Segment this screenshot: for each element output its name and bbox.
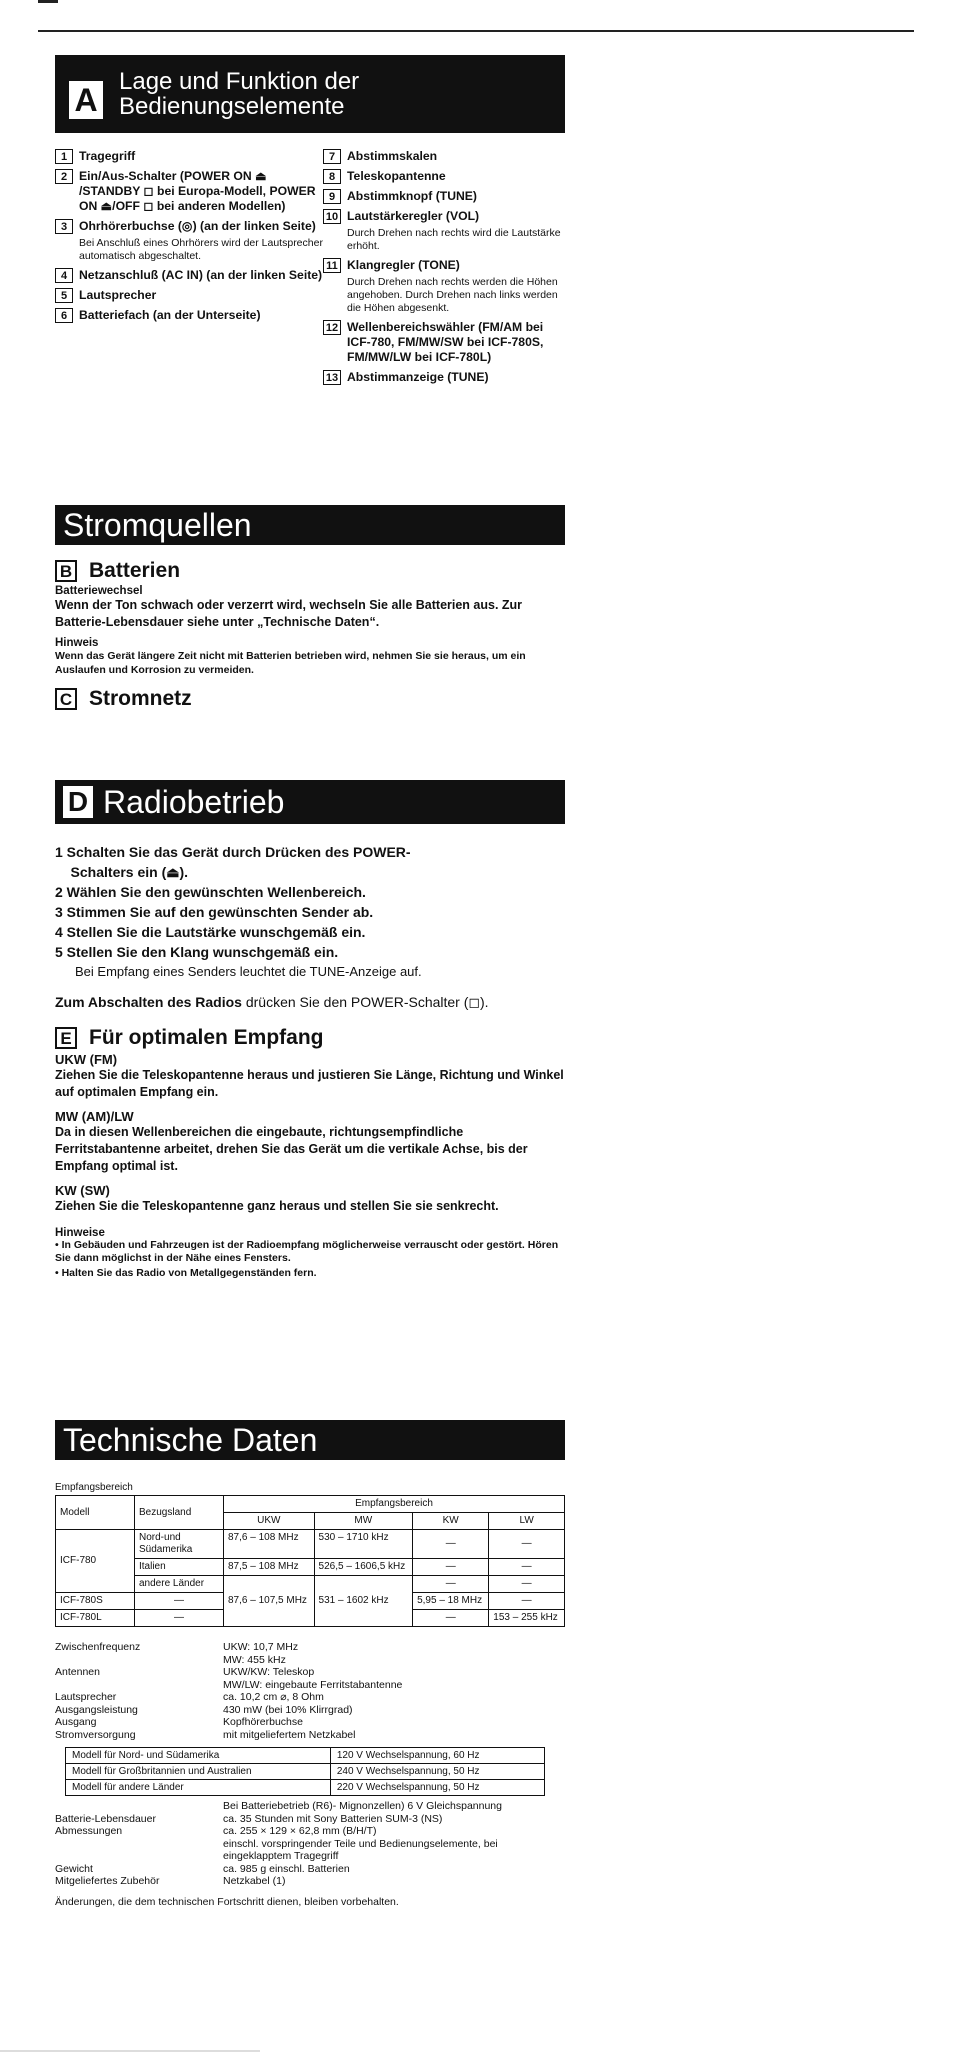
list-item: 3 Ohrhörerbuchse (◎) (an der linken Seite) Bei Anschluß eines Ohrhörers wird der Lautsprecher automatisch abgeschaltet.: [55, 219, 323, 263]
reception-table: Modell Bezugsland Empfangsbereich UKW MW KW LW ICF-780 Nord-und Südamerika 87,6 – 108 MHz 530 – 1710 kHz — — Italien 87,5 – 108 MHz 526,5 – 1606,5 kHz — — andere Länder 87,6 – 107,5 MHz 531 – 1602 kHz — — ICF-780S — 5,95 – 18 MHz — ICF-780L — — 153 – 255 kHz: [55, 1495, 565, 1627]
specs-list: [55, 1641, 565, 1741]
subsection-batteries: B Batterien: [55, 559, 565, 583]
list-item: 7 Abstimmskalen: [323, 149, 565, 164]
spec-row: einschl. vorspringender Teile und Bedienungselemente, bei eingeklapptem Tragegriff: [223, 1837, 498, 1862]
list-item: 4 Netzanschluß (AC IN) (an der linken Seite): [55, 268, 323, 283]
list-item: 2 Wählen Sie den gewünschten Wellenbereich.: [55, 884, 366, 900]
spec-row: Batterie-Lebensdauer ca. 35 Stunden mit Sony Batterien SUM-3 (NS): [55, 1812, 443, 1825]
section-title: Lage und Funktion der Bedienungselemente: [119, 68, 360, 120]
table-row: Modell für Großbritannien und Australien 240 V Wechselspannung, 50 Hz: [66, 1764, 545, 1780]
list-item: 10 Lautstärkeregler (VOL) Durch Drehen nach rechts wird die Lautstärke erhöht.: [323, 209, 565, 253]
section-specs: Technische Daten Empfangsbereich Modell Bezugsland Empfangsbereich UKW MW KW LW ICF-780 Nord-und Südamerika 87,6 – 108 MHz 530 – 1710 kHz — — Italien 87,5 – 108 MHz 526,5 – 1606,5 kHz — — andere Länder 87,6 – 107,5 MHz 531 – 1602 kHz — — ICF-780S — 5,95 – 18 MHz — ICF-780L — — 153 – 255 kHz Zwischenfrequenz UKW: 10,7 MHz MW: 455 kHz Antennen UKW/KW: Teleskop MW/LW: eingebaute Ferritstabantenne Lautsprecher ca. 10,2 cm ⌀, 8 Ohm Ausgangsleistung 430 mW (bei 10% Klirrgrad) Ausgang Kopfhörerbuchse Stromversorgung mit mitgeliefertem Netzkabel Modell für Nord- und Südamerika 120 V Wechselspannung, 60 Hz Modell für Großbritannien und Australien 240 V Wechselspannung, 50 Hz Modell für andere Länder 220 V Wechselspannung, 50 Hz Bei Batteriebetrieb (R6)- Mignonzellen) 6 V Gleichspannung Batterie-Lebensdauer ca. 35 Stunden mit Sony Batterien SUM-3 (NS) Abmessungen ca. 255 × 129 × 62,8 mm (B/H/T) einschl. vorspringender Teile und Bedienungselemente, bei eingeklapptem Tragegriff Gewicht ca. 985 g einschl. Batterien Mitgeliefertes Zubehör Netzkabel (1) Änderungen, die dem technischen Fortschritt dienen, bleiben vorbehalten.: [55, 1420, 565, 1908]
spec-row: Ausgang Kopfhörerbuchse: [55, 1716, 303, 1728]
list-item: 3 Stimmen Sie auf den gewünschten Sender ab.: [55, 904, 374, 920]
list-item: 5 Lautsprecher: [55, 288, 323, 303]
radio-steps: 1 Schalten Sie das Gerät durch Drücken des POWER- Schalters ein (⏏). 2 Wählen Sie den gewünschten Wellenbereich. 3 Stimmen Sie auf den gewünschten Sender ab. 4 Stellen Sie die Lautstärke wunschgemäß ein. 5 Stellen Sie den Klang wunschgemäß ein. Bei Empfang eines Senders leuchtet die TUNE-Anzeige auf.: [55, 842, 565, 982]
spec-row: Zwischenfrequenz UKW: 10,7 MHz: [55, 1641, 299, 1653]
table-row: Modell für andere Länder 220 V Wechselspannung, 50 Hz: [66, 1780, 545, 1796]
spec-row: Bei Batteriebetrieb (R6)- Mignonzellen) 6 V Gleichspannung: [223, 1800, 502, 1812]
top-rule: [38, 30, 914, 32]
section-power: Stromquellen B Batterien Batteriewechsel Wenn der Ton schwach oder verzerrt wird, wechseln Sie alle Batterien aus. Zur Batterie-Lebensdauer siehe unter „Technische Daten“. Hinweis Wenn das Gerät längere Zeit nicht mit Batterien betrieben wird, nehmen Sie sie heraus, um ein Auslaufen und Korrosion zu vermeiden. C Stromnetz: [55, 505, 565, 711]
section-specs-header: Technische Daten: [55, 1420, 565, 1460]
section-power-header: [55, 505, 565, 545]
spec-row: Antennen UKW/KW: Teleskop: [55, 1666, 315, 1678]
spec-row: Abmessungen ca. 255 × 129 × 62,8 mm (B/H/T): [55, 1825, 377, 1837]
spec-row: Lautsprecher ca. 10,2 cm ⌀, 8 Ohm: [55, 1691, 324, 1703]
list-item: 2 Ein/Aus-Schalter (POWER ON ⏏ /STANDBY ◻ bei Europa-Modell, POWER ON ⏏/OFF ◻ bei anderen Modellen): [55, 169, 323, 214]
spec-row: MW/LW: eingebaute Ferritstabantenne: [223, 1678, 403, 1691]
list-item: 9 Abstimmknopf (TUNE): [323, 189, 565, 204]
list-item: 5 Stellen Sie den Klang wunschgemäß ein.: [55, 944, 339, 960]
spec-row: Mitgeliefertes Zubehör Netzkabel (1): [55, 1875, 286, 1887]
bottom-rule: [0, 2050, 260, 2052]
list-item: 1 Tragegriff: [55, 149, 323, 164]
list-item: 8 Teleskopantenne: [323, 169, 565, 184]
controls-right-list: [323, 149, 565, 390]
section-a-header: [55, 55, 565, 133]
spec-row: Gewicht ca. 985 g einschl. Batterien: [55, 1862, 350, 1875]
list-item: 12 Wellenbereichswähler (FM/AM bei ICF-780, FM/MW/SW bei ICF-780S, FM/MW/LW bei ICF-780L): [323, 320, 565, 365]
list-item: 4 Stellen Sie die Lautstärke wunschgemäß ein.: [55, 924, 366, 940]
table-row: Modell für Nord- und Südamerika 120 V Wechselspannung, 60 Hz: [66, 1748, 545, 1764]
list-item: 13 Abstimmanzeige (TUNE): [323, 370, 565, 385]
footer-note: Änderungen, die dem technischen Fortschritt dienen, bleiben vorbehalten.: [55, 1895, 399, 1908]
radio-off-text: Zum Abschalten des Radios drücken Sie den POWER-Schalter (◻).: [55, 994, 489, 1010]
controls-left-list: [55, 149, 323, 390]
section-radio-header: D Radiobetrieb: [55, 780, 565, 824]
section-title: Stromquellen: [63, 506, 252, 543]
specs-list-2: [55, 1800, 565, 1888]
voltage-table: [65, 1747, 545, 1796]
spec-row: Stromversorgung mit mitgeliefertem Netzkabel: [55, 1728, 356, 1741]
top-mark: [38, 0, 58, 3]
section-controls: [55, 55, 565, 390]
list-item: 6 Batteriefach (an der Unterseite): [55, 308, 323, 323]
subsection-reception: E Für optimalen Empfang: [55, 1026, 565, 1050]
section-radio: D Radiobetrieb 1 Schalten Sie das Gerät durch Drücken des POWER- Schalters ein (⏏). 2 Wählen Sie den gewünschten Wellenbereich. 3 Stimmen Sie auf den gewünschten Sender ab. 4 Stellen Sie die Lautstärke wunschgemäß ein. 5 Stellen Sie den Klang wunschgemäß ein. Bei Empfang eines Senders leuchtet die TUNE-Anzeige auf. Zum Abschalten des Radios drücken Sie den POWER-Schalter (◻). E Für optimalen Empfang UKW (FM) Ziehen Sie die Teleskopantenne heraus und justieren Sie Länge, Richtung und Winkel auf optimalen Empfang ein. MW (AM)/LW Da in diesen Wellenbereichen die eingebaute, richtungsempfindliche Ferritstabantenne arbeitet, drehen Sie das Gerät um die vertikale Achse, bis der Empfang optimal ist. KW (SW) Ziehen Sie die Teleskopantenne ganz heraus und stellen Sie sie senkrecht. Hinweise • In Gebäuden und Fahrzeugen ist der Radioempfang möglicherweise verrauscht oder gestört. Hören Sie dann möglichst in der Nähe eines Fensters. • Halten Sie das Radio von Metallgegenständen fern.: [55, 780, 565, 1280]
spec-row: MW: 455 kHz: [223, 1653, 286, 1666]
list-item: 1 Schalten Sie das Gerät durch Drücken des POWER-: [55, 844, 411, 860]
list-item: 11 Klangregler (TONE) Durch Drehen nach rechts werden die Höhen angehoben. Durch Drehen nach links werden die Höhen abgesenkt.: [323, 258, 565, 315]
spec-row: Ausgangsleistung 430 mW (bei 10% Klirrgrad): [55, 1703, 353, 1716]
section-letter: A: [69, 81, 103, 119]
list-item: Schalters ein (⏏).: [55, 864, 189, 880]
subsection-mains: C Stromnetz: [55, 687, 565, 711]
